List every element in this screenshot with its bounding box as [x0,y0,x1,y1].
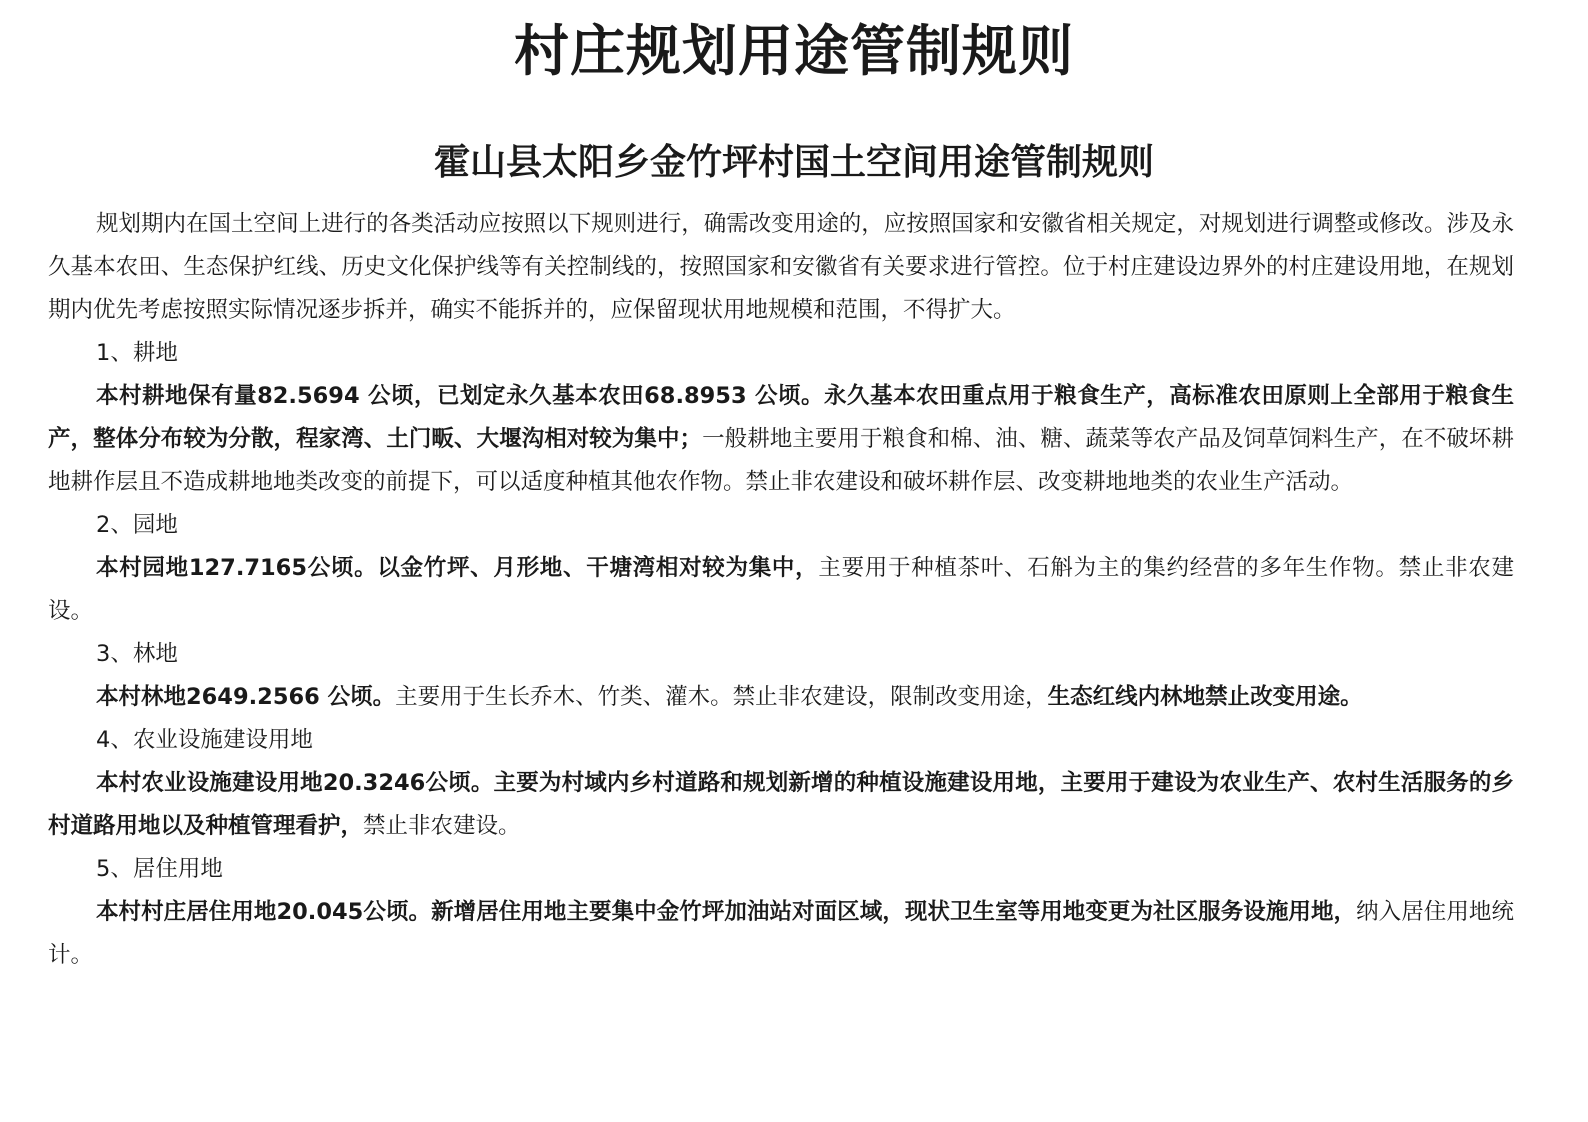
section-text-agri-facility [48,762,1514,848]
section-heading-garden: 2、园地 [96,512,178,538]
section-text-garden [48,547,1514,633]
intro-paragraph: 规划期内在国土空间上进行的各类活动应按照以下规则进行，确需改变用途的，应按照国家和安徽省相关规定，对规划进行调整或修改。涉及永久基本农田、生态保护红线、历史文化保护线等有关控制线的，按照国家和安徽省有关要求进行管控。位于村庄建设边界外的村庄建设用地，在规划期内优先考虑按照实际情况逐步拆并，确实不能拆并的，应保留现状用地规模和范围，不得扩大。 [48,211,1514,323]
forest-normal-text: 主要用于生长乔木、竹类、灌木。禁止非农建设，限制改变用途， [395,684,1048,710]
section-text-farmland [48,375,1514,504]
page-title: 村庄规划用途管制规则 [513,19,1074,83]
document-body [48,203,1514,977]
section-heading-agri-facility: 4、农业设施建设用地 [96,727,313,753]
agri-facility-normal-text: 禁止非农建设。 [363,813,521,839]
agri-facility-bold-text: 本村农业设施建设用地20.3246公顷。主要为村域内乡村道路和规划新增的种植设施建设用地，主要用于建设为农业生产、农村生活服务的乡村道路用地以及种植管理看护， [48,770,1514,839]
section-text-residential [48,891,1514,977]
forest-bold-text-2: 生态红线内林地禁止改变用途。 [1047,684,1363,710]
section-heading-farmland: 1、耕地 [96,340,178,366]
residential-normal-text: 纳入居住用地统计。 [48,899,1514,968]
farmland-bold-text: 本村耕地保有量82.5694 公顷，已划定永久基本农田68.8953 公顷。永久基本农田重点用于粮食生产，高标准农田原则上全部用于粮食生产，整体分布较为分散，程家湾、土门畈、大堰沟相对较为集中； [48,383,1514,452]
section-heading-residential: 5、居住用地 [96,856,223,882]
garden-normal-text: 主要用于种植茶叶、石斛为主的集约经营的多年生作物。禁止非农建设。 [48,555,1514,624]
document-subtitle: 霍山县太阳乡金竹坪村国土空间用途管制规则 [433,142,1154,183]
section-heading-forest: 3、林地 [96,641,178,667]
farmland-normal-text: 一般耕地主要用于粮食和棉、油、糖、蔬菜等农产品及饲草饲料生产，在不破坏耕地耕作层且不造成耕地地类改变的前提下，可以适度种植其他农作物。禁止非农建设和破坏耕作层、改变耕地地类的农业生产活动。 [48,426,1514,495]
garden-bold-text: 本村园地127.7165公顷。以金竹坪、月形地、干塘湾相对较为集中， [96,555,819,581]
forest-bold-text: 本村林地2649.2566 公顷。 [96,684,396,710]
residential-bold-text: 本村村庄居住用地20.045公顷。新增居住用地主要集中金竹坪加油站对面区域，现状卫生室等用地变更为社区服务设施用地， [96,899,1357,925]
section-text-forest [48,676,1514,719]
